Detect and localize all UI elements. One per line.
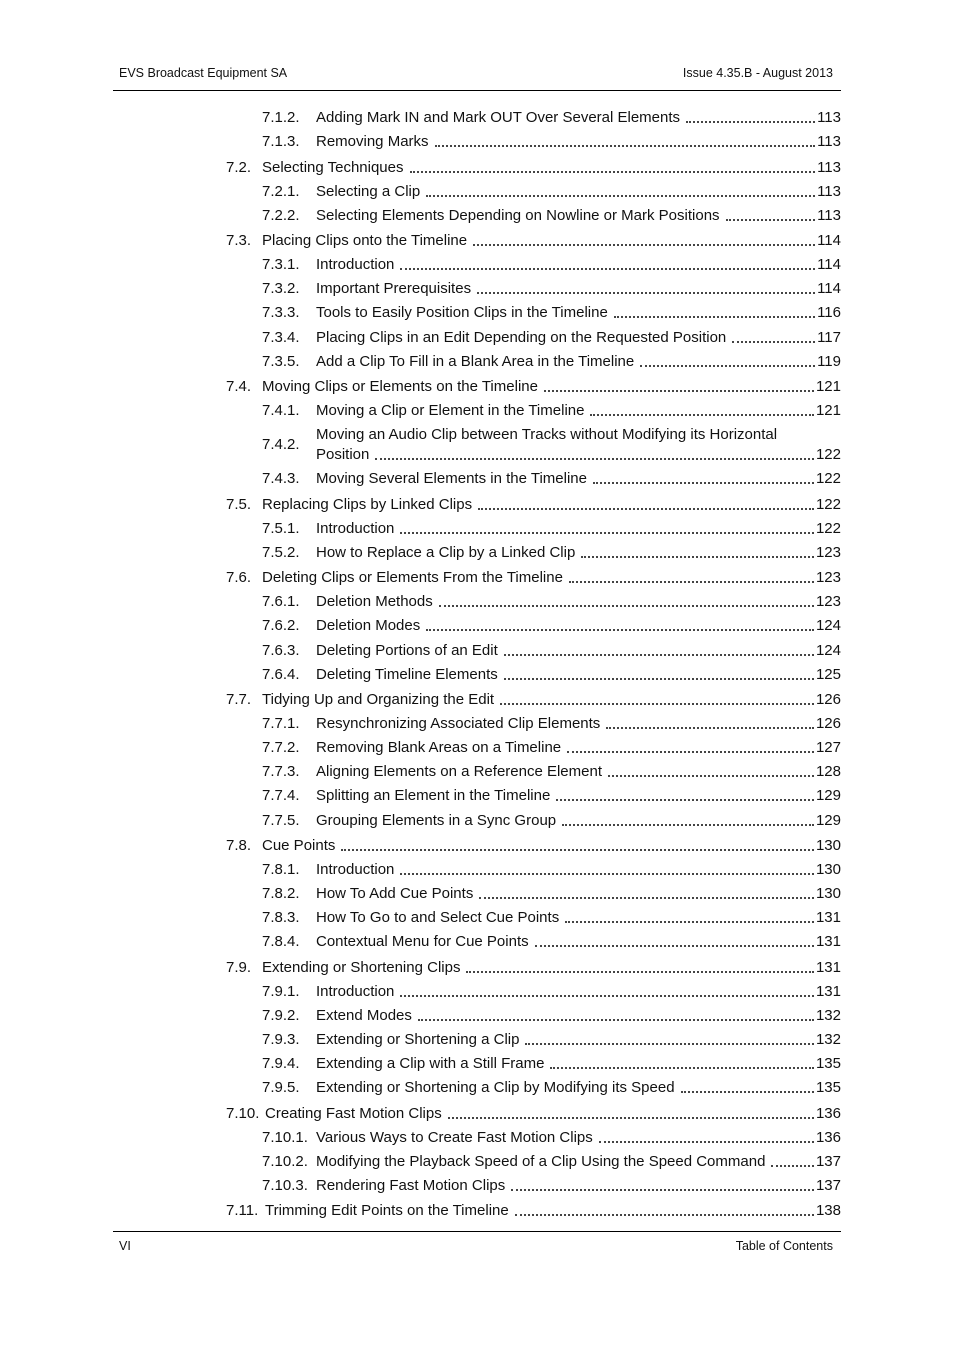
toc-entry-title: Moving an Audio Clip between Tracks without Modifying its Horizontal — [316, 426, 778, 444]
toc-entry-title: Introduction — [316, 861, 395, 878]
toc-entry-page: 123 — [815, 593, 841, 611]
header-issue: Issue 4.35.B - August 2013 — [682, 66, 833, 80]
toc-entry-page: 121 — [815, 402, 841, 420]
toc-entry-number: 7.9.2. — [262, 1006, 300, 1024]
toc-subsection-entry[interactable] — [262, 519, 841, 539]
toc-entry-title: Replacing Clips by Linked Clips — [262, 495, 473, 513]
toc-entry-page: 122 — [815, 495, 841, 513]
toc-subsection-entry[interactable] — [262, 665, 841, 685]
toc-entry-number: 7.7.3. — [262, 763, 300, 781]
toc-entry-page: 124 — [815, 617, 841, 635]
toc-entry-number: 7.3.3. — [262, 304, 300, 322]
toc-subsection-entry[interactable] — [262, 884, 841, 904]
toc-entry-page: 114 — [817, 280, 841, 298]
toc-entry-title: Extend Modes — [316, 1006, 412, 1024]
toc-entry-page: 129 — [815, 811, 841, 829]
toc-entry-number: 7.3.4. — [262, 328, 300, 346]
toc-subsection-entry[interactable] — [262, 592, 841, 612]
toc-entry-page: 128 — [815, 763, 841, 781]
toc-entry-page: 126 — [815, 715, 841, 733]
toc-section-entry[interactable] — [226, 377, 841, 397]
toc-entry-title: Modifying the Playback Speed of a Clip Using the Speed Command — [316, 1152, 766, 1170]
toc-entry-title: Deleting Clips or Elements From the Timeline — [262, 569, 563, 587]
toc-entry-title: Deletion Modes — [316, 617, 421, 635]
dot-leader — [504, 653, 814, 656]
dot-leader — [400, 267, 815, 270]
toc-subsection-entry[interactable] — [262, 132, 841, 152]
toc-entry-page: 113 — [817, 158, 841, 176]
dot-leader — [567, 750, 814, 753]
dot-leader — [400, 994, 814, 997]
toc-subsection-entry[interactable] — [262, 908, 841, 928]
toc-entry-page: 123 — [815, 569, 841, 587]
toc-entry-page: 135 — [815, 1055, 841, 1073]
toc-subsection-entry[interactable] — [262, 1128, 841, 1148]
toc-subsection-entry[interactable] — [262, 1030, 841, 1050]
toc-entry-number: 7.3.1. — [262, 256, 300, 274]
toc-section-entry[interactable] — [226, 1201, 841, 1221]
toc-entry-page: 113 — [817, 133, 841, 151]
toc-entry-title: Selecting a Clip — [316, 182, 421, 200]
toc-subsection-entry[interactable] — [262, 860, 841, 880]
dot-leader — [479, 896, 814, 899]
toc-entry-title: Introduction — [316, 982, 395, 1000]
toc-entry-number: 7.3.5. — [262, 352, 300, 370]
toc-entry-title: Trimming Edit Points on the Timeline — [265, 1202, 509, 1220]
toc-entry-title: Tidying Up and Organizing the Edit — [262, 691, 495, 708]
toc-entry-page: 123 — [815, 543, 841, 561]
toc-entry-number: 7.9. — [226, 958, 252, 976]
dot-leader — [439, 604, 814, 607]
toc-section-entry[interactable] — [226, 568, 841, 588]
dot-leader — [400, 531, 814, 534]
toc-entry-number: 7.6.3. — [262, 641, 300, 659]
toc-subsection-entry[interactable] — [262, 352, 841, 372]
toc-entry-number: 7.4.2. — [262, 436, 300, 454]
toc-entry-title: Selecting Techniques — [262, 158, 404, 176]
toc-subsection-entry[interactable] — [262, 206, 841, 226]
toc-subsection-entry[interactable] — [262, 982, 841, 1002]
footer-page-number: VI — [119, 1239, 131, 1253]
dot-leader — [590, 413, 814, 416]
toc-section-entry[interactable] — [226, 231, 841, 251]
toc-entry-number: 7.4.3. — [262, 470, 300, 488]
toc-entry-title: Deletion Methods — [316, 593, 433, 611]
toc-entry-number: 7.10.2. — [262, 1152, 308, 1170]
toc-entry-page: 114 — [817, 256, 841, 274]
toc-entry-title: Extending or Shortening a Clip by Modifying its Speed — [316, 1079, 675, 1097]
toc-entry-number: 7.7.5. — [262, 811, 300, 829]
toc-entry-title: Deleting Timeline Elements — [316, 665, 498, 683]
toc-entry-title: Removing Blank Areas on a Timeline — [316, 739, 562, 757]
dot-leader — [565, 920, 814, 923]
dot-leader — [426, 628, 814, 631]
toc-entry-title: Extending or Shortening a Clip — [316, 1031, 520, 1048]
toc-entry-title: Placing Clips in an Edit Depending on the Requested Position — [316, 328, 727, 346]
toc-entry-page: 117 — [817, 328, 841, 346]
toc-entry-number: 7.2.1. — [262, 182, 300, 200]
toc-entry-title: Rendering Fast Motion Clips — [316, 1176, 506, 1194]
toc-entry-number: 7.9.4. — [262, 1055, 300, 1073]
toc-entry-page: 125 — [815, 665, 841, 683]
toc-entry-title: Extending or Shortening Clips — [262, 958, 461, 976]
toc-entry-page: 130 — [815, 836, 841, 854]
toc-entry-title: Grouping Elements in a Sync Group — [316, 811, 557, 829]
toc-subsection-entry[interactable] — [262, 182, 841, 202]
toc-entry-number: 7.8.4. — [262, 933, 300, 951]
dot-leader — [515, 1213, 814, 1216]
toc-subsection-entry[interactable] — [262, 738, 841, 758]
toc-subsection-entry[interactable] — [262, 401, 841, 421]
toc-subsection-entry[interactable] — [262, 641, 841, 661]
toc-entry-page: 119 — [817, 352, 841, 370]
dot-leader — [435, 144, 816, 147]
toc-entry-title: Splitting an Element in the Timeline — [316, 787, 551, 805]
toc-section-entry[interactable] — [226, 958, 841, 978]
toc-entry-title: Tools to Easily Position Clips in the Timeline — [316, 304, 608, 322]
toc-entry-title: Creating Fast Motion Clips — [265, 1104, 442, 1122]
dot-leader — [544, 389, 814, 392]
toc-entry-page: 138 — [815, 1202, 841, 1220]
dot-leader — [473, 243, 815, 246]
dot-leader — [511, 1188, 814, 1191]
toc-entry-number: 7.3. — [226, 232, 252, 250]
toc-entry-title: Deleting Portions of an Edit — [316, 641, 498, 659]
dot-leader — [466, 970, 814, 973]
toc-entry-page: 122 — [815, 446, 841, 464]
toc-subsection-entry[interactable] — [262, 1152, 841, 1172]
toc-entry-number: 7.11. — [226, 1202, 259, 1220]
toc-subsection-entry[interactable] — [262, 786, 841, 806]
toc-entry-number: 7.7. — [226, 691, 252, 708]
toc-section-entry[interactable] — [226, 690, 841, 710]
toc-entry-title: Moving Several Elements in the Timeline — [316, 470, 587, 488]
toc-entry-page: 130 — [815, 885, 841, 903]
dot-leader — [556, 798, 814, 801]
dot-leader — [426, 194, 815, 197]
toc-entry-page: 131 — [815, 958, 841, 976]
toc-subsection-entry[interactable] — [262, 1078, 841, 1098]
toc-entry-title: Moving a Clip or Element in the Timeline — [316, 402, 585, 420]
toc-entry-page: 124 — [815, 641, 841, 659]
dot-leader — [448, 1116, 814, 1119]
toc-entry-page: 135 — [815, 1079, 841, 1097]
toc-subsection-entry[interactable] — [262, 255, 841, 275]
toc-entry-number: 7.4. — [226, 378, 252, 395]
toc-entry-number: 7.5.2. — [262, 543, 300, 561]
dot-leader — [562, 823, 814, 826]
toc-entry-title: How To Add Cue Points — [316, 885, 474, 903]
toc-entry-title: Moving Clips or Elements on the Timeline — [262, 378, 538, 395]
toc-entry-page: 130 — [815, 861, 841, 878]
toc-entry-number: 7.5. — [226, 495, 252, 513]
dot-leader — [535, 944, 814, 947]
dot-leader — [681, 1090, 814, 1093]
toc-subsection-entry[interactable] — [262, 932, 841, 952]
toc-entry-title: Cue Points — [262, 836, 336, 854]
dot-leader — [410, 170, 816, 173]
toc-subsection-entry[interactable] — [262, 1054, 841, 1074]
dot-leader — [726, 218, 816, 221]
dot-leader — [599, 1140, 814, 1143]
toc-section-entry[interactable] — [226, 836, 841, 856]
toc-entry-title: How to Replace a Clip by a Linked Clip — [316, 543, 576, 561]
toc-entry-page: 114 — [817, 232, 841, 250]
toc-subsection-entry[interactable] — [262, 811, 841, 831]
toc-entry-number: 7.2.2. — [262, 206, 300, 224]
toc-entry-title: Extending a Clip with a Still Frame — [316, 1055, 545, 1073]
toc-entry-number: 7.2. — [226, 158, 252, 176]
toc-subsection-entry[interactable] — [262, 543, 841, 563]
toc-subsection-entry[interactable] — [262, 762, 841, 782]
toc-entry-page: 122 — [815, 519, 841, 537]
dot-leader — [686, 120, 815, 123]
toc-entry-page: 136 — [815, 1128, 841, 1146]
toc-entry-page: 136 — [815, 1104, 841, 1122]
toc-section-entry[interactable] — [226, 495, 841, 515]
toc-entry-page: 126 — [815, 691, 841, 708]
toc-entry-number: 7.1.2. — [262, 109, 300, 126]
toc-subsection-entry[interactable] — [262, 469, 841, 489]
footer-section: Table of Contents — [735, 1239, 833, 1253]
toc-entry-number: 7.6.1. — [262, 593, 300, 611]
toc-entry-page: 116 — [817, 304, 841, 322]
toc-entry-title: Contextual Menu for Cue Points — [316, 933, 529, 951]
toc-entry-number: 7.10. — [226, 1104, 260, 1122]
dot-leader — [732, 340, 815, 343]
page-footer — [113, 1231, 841, 1258]
toc-entry-number: 7.9.3. — [262, 1031, 300, 1048]
toc-entry-number: 7.5.1. — [262, 519, 300, 537]
toc-entry-number: 7.6.4. — [262, 665, 300, 683]
toc-entry-number: 7.6. — [226, 569, 252, 587]
toc-subsection-entry[interactable] — [262, 279, 841, 299]
toc-entry-page: 113 — [817, 109, 841, 126]
toc-entry-number: 7.9.5. — [262, 1079, 300, 1097]
toc-entry-page: 121 — [815, 378, 841, 395]
dot-leader — [569, 580, 814, 583]
toc-entry-title: How To Go to and Select Cue Points — [316, 909, 560, 927]
toc-subsection-entry[interactable] — [262, 1176, 841, 1196]
toc-entry-number: 7.8.2. — [262, 885, 300, 903]
toc-entry-number: 7.7.4. — [262, 787, 300, 805]
toc-entry-page: 113 — [817, 182, 841, 200]
toc-subsection-entry[interactable] — [262, 1006, 841, 1026]
toc-subsection-entry[interactable] — [262, 616, 841, 636]
toc-subsection-entry[interactable] — [262, 303, 841, 323]
toc-entry-page: 131 — [815, 909, 841, 927]
toc-entry-number: 7.8.3. — [262, 909, 300, 927]
toc-subsection-entry[interactable] — [262, 425, 841, 465]
toc-entry-title: Add a Clip To Fill in a Blank Area in the Timeline — [316, 352, 635, 370]
toc-entry-title: Important Prerequisites — [316, 280, 472, 298]
dot-leader — [606, 726, 814, 729]
dot-leader — [400, 872, 814, 875]
toc-subsection-entry[interactable] — [262, 108, 841, 128]
dot-leader — [771, 1164, 814, 1167]
toc-entry-title: Introduction — [316, 519, 395, 537]
toc-entry-page: 129 — [815, 787, 841, 805]
toc-entry-title-continued: Position — [316, 446, 370, 464]
toc-entry-number: 7.3.2. — [262, 280, 300, 298]
toc-section-entry[interactable] — [226, 1104, 841, 1124]
dot-leader — [477, 291, 815, 294]
toc-entry-number: 7.9.1. — [262, 982, 300, 1000]
toc-entry-page: 132 — [815, 1031, 841, 1048]
dot-leader — [608, 774, 814, 777]
dot-leader — [418, 1018, 814, 1021]
toc-entry-title: Introduction — [316, 256, 395, 274]
toc-entry-title: Removing Marks — [316, 133, 429, 151]
toc-entry-title: Resynchronizing Associated Clip Elements — [316, 715, 601, 733]
toc-entry-number: 7.6.2. — [262, 617, 300, 635]
dot-leader — [525, 1042, 814, 1045]
toc-entry-number: 7.10.3. — [262, 1176, 308, 1194]
dot-leader — [500, 702, 814, 705]
toc-entry-number: 7.8.1. — [262, 861, 300, 878]
dot-leader — [341, 848, 814, 851]
toc-entry-title: Adding Mark IN and Mark OUT Over Several Elements — [316, 109, 681, 126]
dot-leader — [593, 481, 814, 484]
toc-entry-title: Placing Clips onto the Timeline — [262, 232, 468, 250]
toc-entry-title: Selecting Elements Depending on Nowline or Mark Positions — [316, 206, 720, 224]
toc-entry-page: 137 — [815, 1176, 841, 1194]
toc-entry-number: 7.10.1. — [262, 1128, 308, 1146]
dot-leader — [614, 315, 815, 318]
dot-leader — [640, 364, 815, 367]
dot-leader — [478, 507, 814, 510]
toc-entry-title: Various Ways to Create Fast Motion Clips — [316, 1128, 593, 1146]
toc-entry-page: 122 — [815, 470, 841, 488]
toc-entry-number: 7.7.1. — [262, 715, 300, 733]
dot-leader — [375, 457, 814, 460]
page-header — [113, 64, 841, 91]
toc-entry-page: 131 — [815, 933, 841, 951]
dot-leader — [581, 555, 814, 558]
dot-leader — [550, 1066, 814, 1069]
toc-subsection-entry[interactable] — [262, 328, 841, 348]
toc-subsection-entry[interactable] — [262, 714, 841, 734]
toc-section-entry[interactable] — [226, 158, 841, 178]
toc-entry-number: 7.8. — [226, 836, 252, 854]
toc-entry-page: 127 — [815, 739, 841, 757]
toc-entry-number: 7.1.3. — [262, 133, 300, 151]
toc-entry-number: 7.4.1. — [262, 402, 300, 420]
toc-entry-number: 7.7.2. — [262, 739, 300, 757]
toc-entry-page: 137 — [815, 1152, 841, 1170]
header-company: EVS Broadcast Equipment SA — [119, 66, 288, 80]
toc-entry-page: 113 — [817, 206, 841, 224]
dot-leader — [504, 677, 814, 680]
toc-entry-page: 131 — [815, 982, 841, 1000]
toc-entry-page: 132 — [815, 1006, 841, 1024]
toc-entry-title: Aligning Elements on a Reference Element — [316, 763, 602, 781]
